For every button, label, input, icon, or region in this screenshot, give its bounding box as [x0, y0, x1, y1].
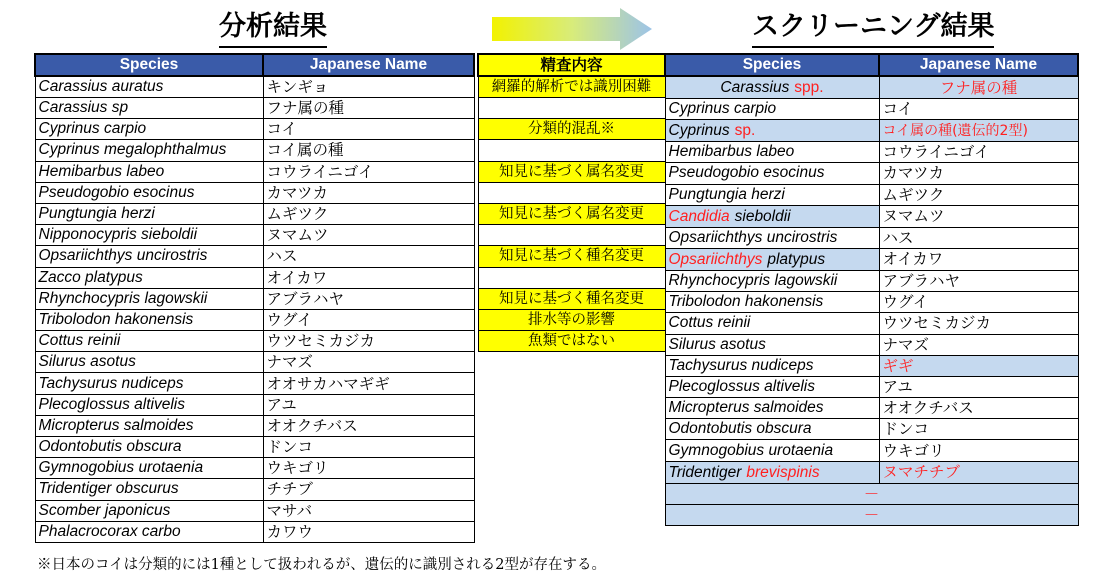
japanese-name-cell: ムギツク — [263, 203, 474, 224]
review-carassius: 網羅的解析では識別困難 — [478, 76, 665, 98]
species-cell: Cottus reinii — [35, 331, 263, 352]
species-cell: Carassius sp — [35, 98, 263, 119]
review-genus-change: 知見に基づく属名変更 — [478, 203, 665, 224]
screen-jp-carassius: フナ属の種 — [879, 76, 1078, 99]
screen-species-candidia: Candidia sieboldii — [665, 205, 879, 227]
screen-removed-row: － — [665, 504, 1078, 525]
table-row — [35, 352, 474, 373]
japanese-name-cell: アブラハヤ — [263, 288, 474, 309]
species-cell: Pseudogobio esocinus — [35, 182, 263, 203]
species-cell: Phalacrocorax carbo — [35, 521, 263, 542]
japanese-name-cell: ウキゴリ — [263, 458, 474, 479]
species-cell: Nipponocypris sieboldii — [35, 225, 263, 246]
species-cell: Plecoglossus altivelis — [35, 394, 263, 415]
screen-species-opsariichthys: Opsariichthys platypus — [665, 248, 879, 270]
screen-species: Tribolodon hakonensis — [665, 292, 879, 313]
review-species-change: 知見に基づく種名変更 — [478, 288, 665, 309]
species-cell: Scomber japonicus — [35, 500, 263, 521]
species-cell: Opsariichthys uncirostris — [35, 246, 263, 267]
table-row — [35, 119, 474, 140]
screen-species: Odontobutis obscura — [665, 419, 879, 440]
japanese-name-cell: コイ — [263, 119, 474, 140]
japanese-name-cell: コウライニゴイ — [263, 161, 474, 182]
screen-jp: アブラハヤ — [879, 270, 1078, 291]
species-header: Species — [35, 54, 263, 76]
japanese-name-cell: ナマズ — [263, 352, 474, 373]
screen-species: Hemibarbus labeo — [665, 142, 879, 163]
japanese-name-cell: アユ — [263, 394, 474, 415]
screen-jp: オイカワ — [879, 248, 1078, 270]
japanese-name-header: Japanese Name — [263, 54, 474, 76]
table-row — [35, 331, 474, 352]
screen-species-carassius: Carassius spp. — [665, 76, 879, 99]
footnote: ※日本のコイは分類的には1種として扱われるが、遺伝的に識別される2型が存在する。 — [37, 557, 607, 573]
table-row — [35, 415, 474, 436]
review-empty — [478, 267, 665, 288]
screen-species-tridentiger: Tridentiger brevispinis — [665, 461, 879, 483]
japanese-name-cell: ドンコ — [263, 437, 474, 458]
table-row — [35, 182, 474, 203]
species-cell: Carassius auratus — [35, 76, 263, 98]
screen-species-cyprinus-sp: Cyprinus sp. — [665, 120, 879, 142]
screen-jp-cyprinus-sp: コイ属の種(遺伝的2型) — [879, 120, 1078, 142]
table-row — [35, 521, 474, 542]
screen-species: Cyprinus carpio — [665, 99, 879, 120]
review-species-change: 知見に基づく種名変更 — [478, 246, 665, 267]
species-header: Species — [665, 54, 879, 76]
table-row — [35, 76, 474, 98]
screen-jp: コイ — [879, 99, 1078, 120]
japanese-name-header: Japanese Name — [879, 54, 1078, 76]
review-table — [477, 53, 666, 352]
right-arrow-icon — [492, 8, 652, 50]
screen-species: Pungtungia herzi — [665, 184, 879, 205]
japanese-name-cell: カワウ — [263, 521, 474, 542]
table-row — [35, 479, 474, 500]
screen-jp: ヌマムツ — [879, 205, 1078, 227]
screen-jp: カマツカ — [879, 163, 1078, 184]
review-empty — [478, 98, 665, 119]
analysis-results-title: 分析結果 — [219, 10, 327, 48]
screen-jp: コウライニゴイ — [879, 142, 1078, 163]
japanese-name-cell: マサバ — [263, 500, 474, 521]
species-cell: Pungtungia herzi — [35, 203, 263, 224]
species-cell: Cyprinus carpio — [35, 119, 263, 140]
table-row — [35, 203, 474, 224]
screen-species: Rhynchocypris lagowskii — [665, 270, 879, 291]
review-genus-change: 知見に基づく属名変更 — [478, 161, 665, 182]
screen-jp: ムギツク — [879, 184, 1078, 205]
screen-species: Silurus asotus — [665, 334, 879, 355]
screen-species: Cottus reinii — [665, 313, 879, 334]
analysis-results-body — [35, 76, 474, 542]
species-cell: Odontobutis obscura — [35, 437, 263, 458]
species-cell: Tribolodon hakonensis — [35, 309, 263, 330]
table-row — [35, 309, 474, 330]
table-row — [35, 246, 474, 267]
species-cell: Cyprinus megalophthalmus — [35, 140, 263, 161]
japanese-name-cell: フナ属の種 — [263, 98, 474, 119]
review-header: 精査内容 — [478, 54, 665, 76]
species-cell: Micropterus salmoides — [35, 415, 263, 436]
japanese-name-cell: オイカワ — [263, 267, 474, 288]
review-not-fish: 魚類ではない — [478, 331, 665, 352]
table-row — [35, 373, 474, 394]
screen-species: Opsariichthys uncirostris — [665, 227, 879, 248]
screen-jp: ウツセミカジカ — [879, 313, 1078, 334]
review-empty — [478, 182, 665, 203]
japanese-name-cell: キンギョ — [263, 76, 474, 98]
japanese-name-cell: ヌマムツ — [263, 225, 474, 246]
table-row — [35, 267, 474, 288]
species-cell: Gymnogobius urotaenia — [35, 458, 263, 479]
species-cell: Rhynchocypris lagowskii — [35, 288, 263, 309]
screen-species: Micropterus salmoides — [665, 398, 879, 419]
japanese-name-cell: ハス — [263, 246, 474, 267]
japanese-name-cell: カマツカ — [263, 182, 474, 203]
review-empty — [478, 140, 665, 161]
table-row — [35, 98, 474, 119]
japanese-name-cell: オオクチバス — [263, 415, 474, 436]
screen-jp: オオクチバス — [879, 398, 1078, 419]
screening-results-title: スクリーニング結果 — [752, 10, 994, 48]
screen-species: Pseudogobio esocinus — [665, 163, 879, 184]
species-cell: Zacco platypus — [35, 267, 263, 288]
screen-jp: ナマズ — [879, 334, 1078, 355]
table-row — [35, 394, 474, 415]
screen-jp: ハス — [879, 227, 1078, 248]
review-empty — [478, 225, 665, 246]
screen-jp-tachysurus: ギギ — [879, 355, 1078, 376]
japanese-name-cell: ウグイ — [263, 309, 474, 330]
table-row — [35, 288, 474, 309]
species-cell: Tridentiger obscurus — [35, 479, 263, 500]
table-row — [35, 500, 474, 521]
screen-removed-row: － — [665, 483, 1078, 504]
screen-jp: ウキゴリ — [879, 440, 1078, 461]
species-cell: Tachysurus nudiceps — [35, 373, 263, 394]
species-cell: Hemibarbus labeo — [35, 161, 263, 182]
species-cell: Silurus asotus — [35, 352, 263, 373]
screen-species: Tachysurus nudiceps — [665, 355, 879, 376]
screen-jp: ウグイ — [879, 292, 1078, 313]
table-row — [35, 161, 474, 182]
screen-jp: アユ — [879, 376, 1078, 397]
table-row — [35, 140, 474, 161]
table-row — [35, 437, 474, 458]
screening-results-table — [664, 53, 1079, 526]
table-row — [35, 458, 474, 479]
screen-species: Plecoglossus altivelis — [665, 376, 879, 397]
japanese-name-cell: チチブ — [263, 479, 474, 500]
review-cyprinus: 分類的混乱※ — [478, 119, 665, 140]
screen-jp: ドンコ — [879, 419, 1078, 440]
japanese-name-cell: コイ属の種 — [263, 140, 474, 161]
screen-species: Gymnogobius urotaenia — [665, 440, 879, 461]
analysis-results-table — [34, 53, 475, 543]
japanese-name-cell: オオサカハマギギ — [263, 373, 474, 394]
japanese-name-cell: ウツセミカジカ — [263, 331, 474, 352]
review-effluent: 排水等の影響 — [478, 309, 665, 330]
table-row — [35, 225, 474, 246]
screen-jp-tridentiger: ヌマチチブ — [879, 461, 1078, 483]
